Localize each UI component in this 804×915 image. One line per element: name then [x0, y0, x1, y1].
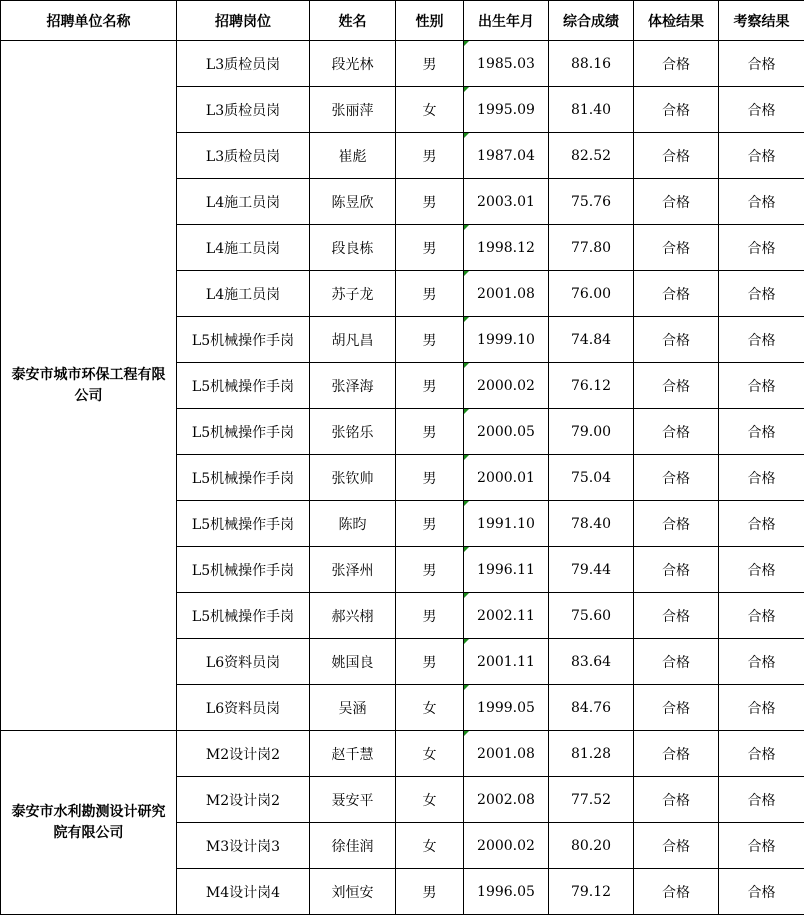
name-cell — [310, 869, 396, 915]
sex-text: 男 — [422, 240, 437, 257]
score-cell — [549, 41, 634, 87]
score-text: 75.76 — [570, 193, 612, 210]
post-text: L5机械操作手岗 — [191, 516, 295, 533]
birth-text: 2001.08 — [477, 745, 535, 762]
sex-text: 男 — [422, 562, 437, 579]
birth-cell — [464, 179, 549, 225]
name-cell — [310, 823, 396, 869]
post-text: L5机械操作手岗 — [191, 378, 295, 395]
exam-text: 合格 — [662, 838, 690, 855]
score-text: 75.60 — [570, 607, 612, 624]
exam-text: 合格 — [662, 516, 690, 533]
post-text: L4施工员岗 — [205, 194, 281, 211]
exam-cell — [634, 501, 719, 547]
score-cell — [549, 731, 634, 777]
post-text: L5机械操作手岗 — [191, 332, 295, 349]
header-row — [1, 1, 804, 41]
review-text: 合格 — [747, 562, 776, 579]
exam-cell — [634, 823, 719, 869]
sex-text: 男 — [422, 470, 437, 487]
name-text: 刘恒安 — [331, 884, 374, 901]
birth-cell — [464, 271, 549, 317]
exam-text: 合格 — [662, 378, 690, 395]
sex-cell — [396, 41, 464, 87]
birth-text: 2001.08 — [477, 285, 535, 302]
post-cell — [177, 41, 310, 87]
sex-text: 女 — [422, 746, 437, 763]
review-cell — [719, 547, 804, 593]
score-text: 76.00 — [570, 285, 612, 302]
name-text: 崔彪 — [338, 148, 367, 165]
unit-cell: 泰安市城市环保工程有限公司 — [1, 41, 177, 731]
review-text: 合格 — [747, 194, 776, 211]
post-text: M2设计岗2 — [205, 792, 281, 809]
table-row — [1, 41, 804, 87]
name-text: 郝兴栩 — [331, 608, 374, 625]
post-cell — [177, 731, 310, 777]
score-cell — [549, 317, 634, 363]
post-cell — [177, 869, 310, 915]
birth-text: 1985.03 — [477, 55, 535, 72]
name-text: 吴涵 — [338, 700, 367, 717]
birth-cell — [464, 823, 549, 869]
birth-cell — [464, 593, 549, 639]
name-cell — [310, 455, 396, 501]
score-text: 78.40 — [570, 515, 612, 532]
exam-text: 合格 — [662, 194, 690, 211]
birth-text: 2000.01 — [477, 469, 535, 486]
name-cell — [310, 639, 396, 685]
table-row — [1, 731, 804, 777]
birth-text: 2001.11 — [477, 653, 535, 670]
review-cell — [719, 685, 804, 731]
exam-cell — [634, 317, 719, 363]
sex-cell — [396, 777, 464, 823]
birth-text: 1991.10 — [477, 515, 535, 532]
post-text: L3质检员岗 — [205, 148, 281, 165]
exam-cell — [634, 225, 719, 271]
name-cell — [310, 593, 396, 639]
post-cell — [177, 133, 310, 179]
birth-cell — [464, 87, 549, 133]
text-number-warning-icon — [464, 455, 469, 460]
name-cell — [310, 777, 396, 823]
review-cell — [719, 271, 804, 317]
score-text: 84.76 — [570, 699, 612, 716]
score-cell — [549, 639, 634, 685]
unit-cell: 泰安市水利勘测设计研究院有限公司 — [1, 731, 177, 915]
score-text: 80.20 — [570, 837, 612, 854]
name-text: 徐佳润 — [331, 838, 374, 855]
exam-cell — [634, 87, 719, 133]
birth-text: 1996.05 — [477, 883, 535, 900]
sex-cell — [396, 179, 464, 225]
text-number-warning-icon — [464, 133, 469, 138]
text-number-warning-icon — [464, 363, 469, 368]
score-text: 79.44 — [570, 561, 612, 578]
score-text: 77.80 — [570, 239, 612, 256]
review-text: 合格 — [747, 102, 776, 119]
name-cell — [310, 501, 396, 547]
score-cell — [549, 179, 634, 225]
exam-text: 合格 — [662, 654, 690, 671]
sex-text: 女 — [422, 102, 437, 119]
name-text: 赵千慧 — [331, 746, 374, 763]
birth-cell — [464, 133, 549, 179]
birth-cell — [464, 41, 549, 87]
exam-cell — [634, 41, 719, 87]
review-text: 合格 — [747, 56, 776, 73]
review-cell — [719, 501, 804, 547]
review-cell — [719, 317, 804, 363]
sex-text: 男 — [422, 608, 437, 625]
score-text: 74.84 — [570, 331, 612, 348]
birth-cell — [464, 547, 549, 593]
header-unit: 招聘单位名称 — [1, 1, 177, 41]
birth-cell — [464, 685, 549, 731]
score-text: 79.12 — [570, 883, 612, 900]
exam-text: 合格 — [662, 240, 690, 257]
birth-cell — [464, 225, 549, 271]
post-text: L5机械操作手岗 — [191, 424, 295, 441]
score-cell — [549, 409, 634, 455]
exam-text: 合格 — [662, 792, 690, 809]
birth-cell — [464, 731, 549, 777]
name-cell — [310, 317, 396, 363]
exam-cell — [634, 409, 719, 455]
name-text: 张钦帅 — [331, 470, 374, 487]
name-text: 苏子龙 — [331, 286, 374, 303]
score-cell — [549, 777, 634, 823]
post-text: L5机械操作手岗 — [191, 608, 295, 625]
sex-cell — [396, 455, 464, 501]
name-cell — [310, 271, 396, 317]
exam-text: 合格 — [662, 148, 690, 165]
text-number-warning-icon — [464, 271, 469, 276]
score-text: 88.16 — [570, 55, 612, 72]
post-cell — [177, 363, 310, 409]
exam-cell — [634, 685, 719, 731]
sex-text: 女 — [422, 700, 437, 717]
score-cell — [549, 501, 634, 547]
review-cell — [719, 363, 804, 409]
review-cell — [719, 639, 804, 685]
post-cell — [177, 593, 310, 639]
exam-text: 合格 — [662, 608, 690, 625]
review-cell — [719, 777, 804, 823]
sex-text: 男 — [422, 194, 437, 211]
sex-cell — [396, 639, 464, 685]
birth-cell — [464, 317, 549, 363]
review-cell — [719, 823, 804, 869]
header-score: 综合成绩 — [549, 1, 634, 41]
header-post: 招聘岗位 — [177, 1, 310, 41]
text-number-warning-icon — [464, 87, 469, 92]
name-cell — [310, 685, 396, 731]
sex-text: 男 — [422, 378, 437, 395]
post-text: L4施工员岗 — [205, 286, 281, 303]
text-number-warning-icon — [464, 317, 469, 322]
post-text: L3质检员岗 — [205, 102, 281, 119]
name-cell — [310, 409, 396, 455]
review-text: 合格 — [747, 378, 776, 395]
score-cell — [549, 593, 634, 639]
sex-cell — [396, 501, 464, 547]
exam-text: 合格 — [662, 700, 690, 717]
sex-text: 男 — [422, 148, 437, 165]
post-text: L5机械操作手岗 — [191, 470, 295, 487]
text-number-warning-icon — [464, 409, 469, 414]
sex-text: 男 — [422, 884, 437, 901]
score-cell — [549, 685, 634, 731]
review-cell — [719, 225, 804, 271]
score-cell — [549, 363, 634, 409]
post-cell — [177, 455, 310, 501]
birth-text: 2000.02 — [477, 837, 535, 854]
review-cell — [719, 869, 804, 915]
text-number-warning-icon — [464, 639, 469, 644]
sex-cell — [396, 87, 464, 133]
header-exam: 体检结果 — [634, 1, 719, 41]
review-cell — [719, 409, 804, 455]
post-cell — [177, 823, 310, 869]
review-cell — [719, 455, 804, 501]
sex-cell — [396, 317, 464, 363]
exam-cell — [634, 593, 719, 639]
birth-text: 2003.01 — [477, 193, 535, 210]
post-cell — [177, 271, 310, 317]
name-text: 聂安平 — [331, 792, 374, 809]
post-cell — [177, 225, 310, 271]
birth-cell — [464, 639, 549, 685]
review-cell — [719, 179, 804, 225]
review-text: 合格 — [747, 654, 776, 671]
review-text: 合格 — [747, 884, 776, 901]
sex-cell — [396, 869, 464, 915]
sex-text: 男 — [422, 332, 437, 349]
post-cell — [177, 547, 310, 593]
review-text: 合格 — [747, 792, 776, 809]
post-text: L6资料员岗 — [205, 654, 281, 671]
birth-text: 1999.10 — [477, 331, 535, 348]
sex-cell — [396, 225, 464, 271]
review-text: 合格 — [747, 286, 776, 303]
score-cell — [549, 455, 634, 501]
text-number-warning-icon — [464, 501, 469, 506]
post-text: M2设计岗2 — [205, 746, 281, 763]
score-cell — [549, 869, 634, 915]
review-text: 合格 — [747, 700, 776, 717]
name-text: 陈昱欣 — [331, 194, 374, 211]
header-name: 姓名 — [310, 1, 396, 41]
review-text: 合格 — [747, 470, 776, 487]
birth-cell — [464, 363, 549, 409]
review-text: 合格 — [747, 746, 776, 763]
exam-text: 合格 — [662, 102, 690, 119]
score-text: 79.00 — [570, 423, 612, 440]
post-text: M4设计岗4 — [205, 884, 281, 901]
exam-cell — [634, 869, 719, 915]
sex-cell — [396, 685, 464, 731]
review-cell — [719, 41, 804, 87]
name-cell — [310, 225, 396, 271]
exam-text: 合格 — [662, 286, 690, 303]
sex-text: 女 — [422, 838, 437, 855]
name-text: 张铭乐 — [331, 424, 374, 441]
exam-text: 合格 — [662, 56, 690, 73]
sex-cell — [396, 271, 464, 317]
post-cell — [177, 179, 310, 225]
text-number-warning-icon — [464, 547, 469, 552]
header-review: 考察结果 — [719, 1, 804, 41]
sex-text: 女 — [422, 792, 437, 809]
exam-cell — [634, 547, 719, 593]
exam-text: 合格 — [662, 424, 690, 441]
birth-text: 1995.09 — [477, 101, 535, 118]
score-text: 83.64 — [570, 653, 612, 670]
name-cell — [310, 547, 396, 593]
sex-cell — [396, 593, 464, 639]
birth-text: 2002.08 — [477, 791, 535, 808]
review-cell — [719, 87, 804, 133]
post-cell — [177, 777, 310, 823]
sex-text: 男 — [422, 56, 437, 73]
post-text: M3设计岗3 — [205, 838, 281, 855]
exam-text: 合格 — [662, 332, 690, 349]
birth-text: 1996.11 — [477, 561, 535, 578]
exam-text: 合格 — [662, 562, 690, 579]
score-cell — [549, 225, 634, 271]
score-cell — [549, 547, 634, 593]
review-text: 合格 — [747, 838, 776, 855]
name-cell — [310, 179, 396, 225]
exam-cell — [634, 731, 719, 777]
birth-cell — [464, 777, 549, 823]
name-text: 陈昀 — [338, 516, 367, 533]
score-text: 77.52 — [570, 791, 612, 808]
name-text: 段良栋 — [331, 240, 374, 257]
name-cell — [310, 363, 396, 409]
sex-cell — [396, 547, 464, 593]
birth-text: 1999.05 — [477, 699, 535, 716]
post-cell — [177, 87, 310, 133]
name-cell — [310, 41, 396, 87]
review-text: 合格 — [747, 148, 776, 165]
sex-cell — [396, 363, 464, 409]
name-text: 张泽州 — [331, 562, 374, 579]
post-cell — [177, 501, 310, 547]
birth-cell — [464, 869, 549, 915]
name-text: 姚国良 — [331, 654, 374, 671]
exam-cell — [634, 777, 719, 823]
sex-cell — [396, 823, 464, 869]
sex-cell — [396, 133, 464, 179]
sex-text: 男 — [422, 286, 437, 303]
review-text: 合格 — [747, 332, 776, 349]
birth-cell — [464, 501, 549, 547]
sex-cell — [396, 409, 464, 455]
name-cell — [310, 731, 396, 777]
exam-text: 合格 — [662, 884, 690, 901]
review-text: 合格 — [747, 424, 776, 441]
name-cell — [310, 133, 396, 179]
birth-text: 1987.04 — [477, 147, 535, 164]
exam-text: 合格 — [662, 746, 690, 763]
text-number-warning-icon — [464, 731, 469, 736]
birth-text: 2002.11 — [477, 607, 535, 624]
review-text: 合格 — [747, 608, 776, 625]
birth-text: 2000.05 — [477, 423, 535, 440]
name-text: 段光林 — [331, 56, 374, 73]
score-cell — [549, 87, 634, 133]
header-birth: 出生年月 — [464, 1, 549, 41]
review-cell — [719, 133, 804, 179]
text-number-warning-icon — [464, 41, 469, 46]
post-cell — [177, 685, 310, 731]
name-text: 张丽萍 — [331, 102, 374, 119]
score-text: 81.40 — [570, 101, 612, 118]
score-cell — [549, 271, 634, 317]
sex-text: 男 — [422, 516, 437, 533]
score-text: 81.28 — [570, 745, 612, 762]
birth-cell — [464, 409, 549, 455]
sex-text: 男 — [422, 424, 437, 441]
sex-cell — [396, 731, 464, 777]
exam-cell — [634, 179, 719, 225]
review-cell — [719, 593, 804, 639]
name-text: 胡凡昌 — [331, 332, 374, 349]
text-number-warning-icon — [464, 225, 469, 230]
birth-text: 2000.02 — [477, 377, 535, 394]
exam-cell — [634, 455, 719, 501]
post-text: L5机械操作手岗 — [191, 562, 295, 579]
review-text: 合格 — [747, 240, 776, 257]
review-text: 合格 — [747, 516, 776, 533]
score-cell — [549, 823, 634, 869]
post-text: L4施工员岗 — [205, 240, 281, 257]
birth-text: 1998.12 — [477, 239, 535, 256]
text-number-warning-icon — [464, 593, 469, 598]
header-sex: 性别 — [396, 1, 464, 41]
post-text: L3质检员岗 — [205, 56, 281, 73]
score-text: 76.12 — [570, 377, 612, 394]
exam-cell — [634, 271, 719, 317]
sex-text: 男 — [422, 654, 437, 671]
post-cell — [177, 639, 310, 685]
score-cell — [549, 133, 634, 179]
post-text: L6资料员岗 — [205, 700, 281, 717]
exam-text: 合格 — [662, 470, 690, 487]
exam-cell — [634, 363, 719, 409]
birth-cell — [464, 455, 549, 501]
review-cell — [719, 731, 804, 777]
text-number-warning-icon — [464, 685, 469, 690]
post-cell — [177, 317, 310, 363]
post-cell — [177, 409, 310, 455]
exam-cell — [634, 133, 719, 179]
score-text: 75.04 — [570, 469, 612, 486]
score-text: 82.52 — [570, 147, 612, 164]
name-cell — [310, 87, 396, 133]
name-text: 张泽海 — [331, 378, 374, 395]
exam-cell — [634, 639, 719, 685]
